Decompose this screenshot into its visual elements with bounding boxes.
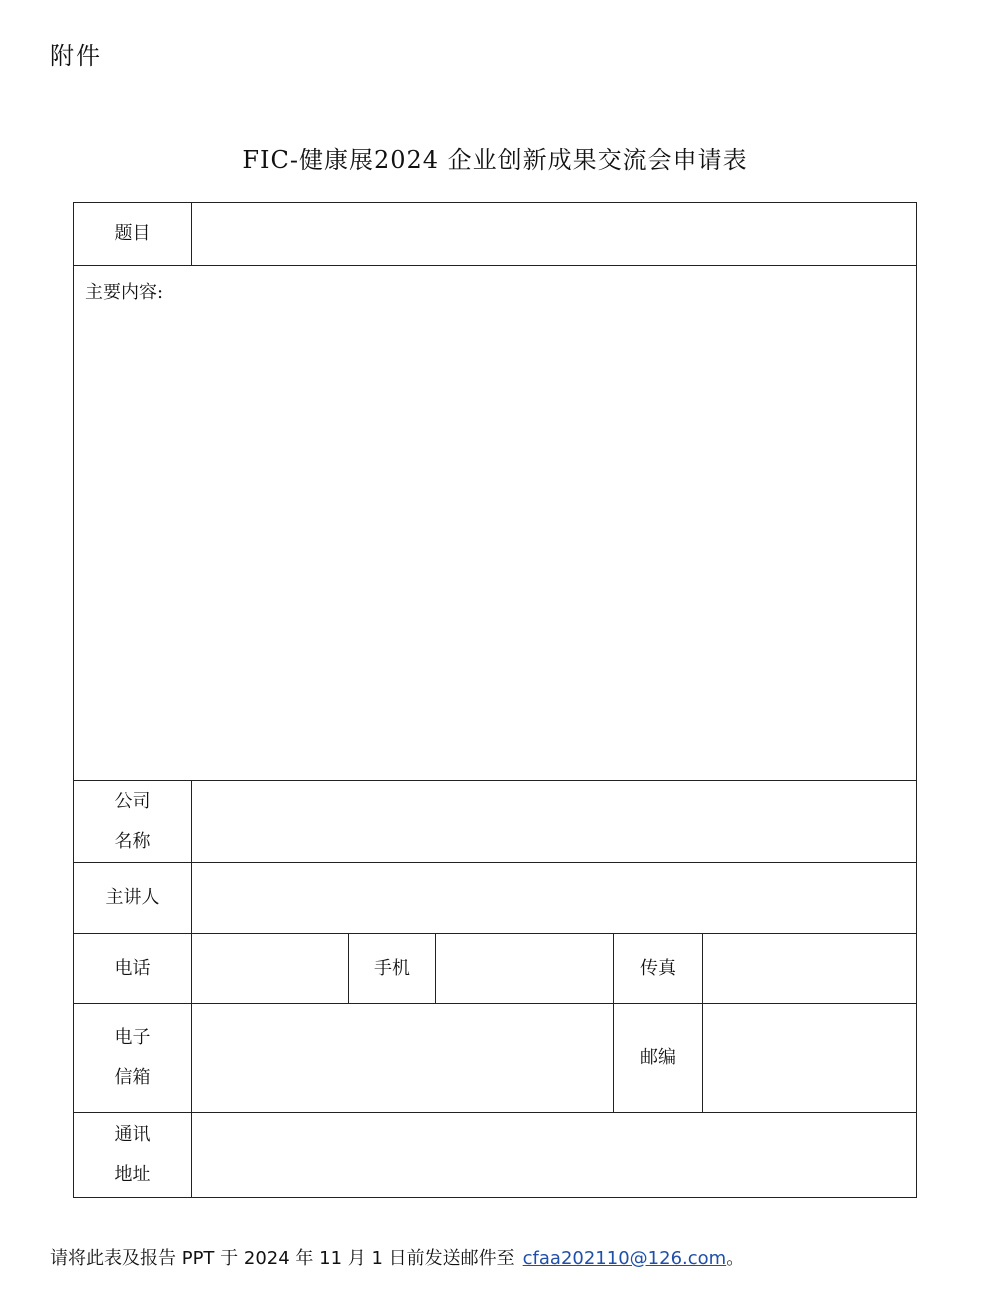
address-label <box>74 1113 192 1198</box>
email-label <box>74 1004 192 1113</box>
speaker-label: 主讲人 <box>74 863 192 934</box>
address-row <box>74 1113 917 1198</box>
company-row <box>74 781 917 863</box>
content-row <box>74 266 917 781</box>
company-label <box>74 781 192 863</box>
email-row <box>74 1004 917 1113</box>
main-content-label: 主要内容: <box>85 282 164 303</box>
postcode-label: 邮编 <box>614 1004 703 1113</box>
speaker-field[interactable] <box>192 863 917 934</box>
attachment-label: 附件 <box>50 42 102 70</box>
main-content-field[interactable] <box>74 266 917 781</box>
address-field[interactable] <box>192 1113 917 1198</box>
phone-label: 电话 <box>74 934 192 1004</box>
footer-instruction: 请将此表及报告 PPT 于 2024 年 11 月 1 日前发送邮件至 <box>50 1248 515 1269</box>
company-label-line-2: 名称 <box>114 830 151 852</box>
page-title: FIC-健康展2024 企业创新成果交流会申请表 <box>242 146 748 174</box>
postcode-field[interactable] <box>703 1004 917 1113</box>
address-label-line-1: 通讯 <box>114 1124 151 1145</box>
contact-row <box>74 934 917 1004</box>
fax-field[interactable] <box>703 934 917 1004</box>
footer-end-mark: 。 <box>726 1248 745 1269</box>
mobile-field[interactable] <box>436 934 614 1004</box>
address-label-line-2: 地址 <box>114 1164 151 1185</box>
email-field[interactable] <box>192 1004 614 1113</box>
mobile-label: 手机 <box>349 934 436 1004</box>
topic-label: 题目 <box>74 203 192 266</box>
footer-note <box>50 1244 744 1270</box>
speaker-row <box>74 863 917 934</box>
topic-row <box>74 203 917 266</box>
email-label-line-2: 信箱 <box>114 1067 151 1088</box>
email-label-line-1: 电子 <box>114 1027 151 1048</box>
fax-label: 传真 <box>614 934 703 1004</box>
company-name-field[interactable] <box>192 781 917 863</box>
application-form-table <box>73 202 917 1198</box>
phone-field[interactable] <box>192 934 349 1004</box>
footer-email-link[interactable]: cfaa202110@126.com <box>522 1248 727 1269</box>
company-label-line-1: 公司 <box>114 790 151 812</box>
topic-field[interactable] <box>192 203 917 266</box>
